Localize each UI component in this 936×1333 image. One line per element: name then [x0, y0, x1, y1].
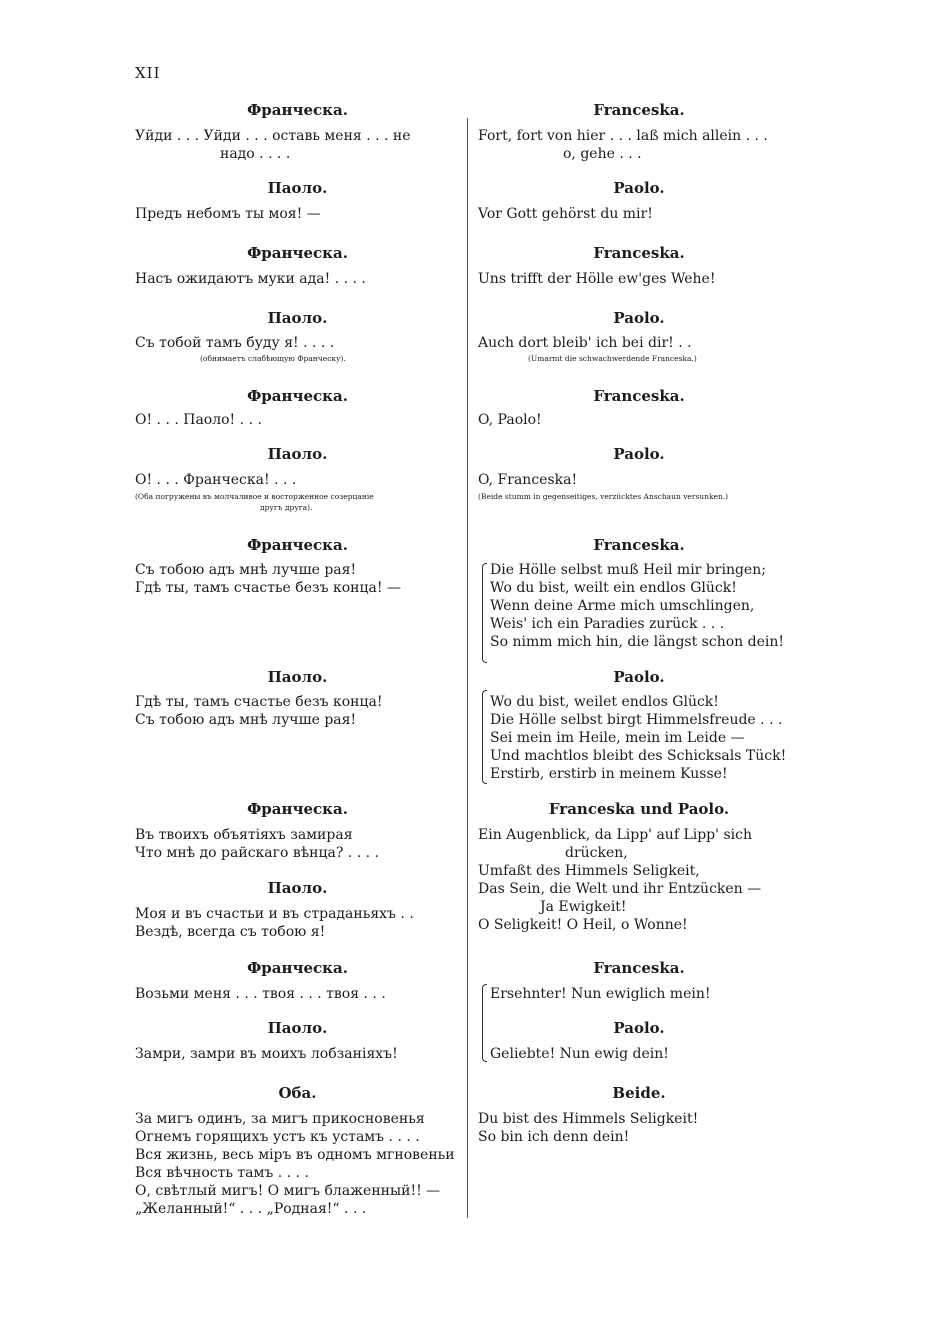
- de-line: Die Hölle selbst muß Heil mir bringen;: [490, 562, 766, 578]
- de-stage-direction: (Beide stumm in gegenseitiges, verzücktes Anschaun versunken.): [478, 492, 729, 501]
- ru-line: Возьми меня . . . твоя . . . твоя . . .: [135, 986, 386, 1002]
- de-line: Uns trifft der Hölle ew'ges Wehe!: [478, 271, 716, 287]
- de-line: Geliebte! Nun ewig dein!: [490, 1046, 669, 1062]
- ru-speaker-heading: Франческа.: [247, 387, 348, 405]
- de-speaker-heading: Paolo.: [613, 179, 665, 197]
- de-line: Wo du bist, weilt ein endlos Glück!: [490, 580, 737, 596]
- de-line: o, gehe . . .: [563, 146, 642, 162]
- de-line: Das Sein, die Welt und ihr Entzücken —: [478, 881, 762, 897]
- ru-line: Съ тобой тамъ буду я! . . . .: [135, 335, 335, 351]
- ru-speaker-heading: Паоло.: [267, 445, 328, 463]
- de-line: So bin ich denn dein!: [478, 1129, 630, 1145]
- ru-line: Съ тобою адъ мнѣ лучше рая!: [135, 712, 357, 728]
- de-speaker-heading: Paolo.: [613, 1019, 665, 1037]
- ru-line: Насъ ожидаютъ муки ада! . . . .: [135, 271, 366, 287]
- ru-line: Замри, замри въ моихъ лобзаніяхъ!: [135, 1046, 398, 1062]
- de-line: Umfaßt des Himmels Seligkeit,: [478, 863, 700, 879]
- ru-speaker-heading: Паоло.: [267, 668, 328, 686]
- ru-speaker-heading: Франческа.: [247, 244, 348, 262]
- ru-line: Уйди . . . Уйди . . . оставь меня . . . не: [135, 128, 411, 144]
- de-line: Ein Augenblick, da Lipp' auf Lipp' sich: [478, 827, 752, 843]
- de-line: So nimm mich hin, die längst schon dein!: [490, 634, 784, 650]
- ru-line: Вся жизнь, весь міръ въ одномъ мгновеньи: [135, 1147, 455, 1163]
- ru-line: За мигъ одинъ, за мигъ прикосновенья: [135, 1111, 425, 1127]
- ru-line: „Желанный!“ . . . „Родная!“ . . .: [135, 1201, 367, 1217]
- ru-line: Моя и въ счастьи и въ страданьяхъ . .: [135, 906, 414, 922]
- de-stage-direction: (Umarmt die schwachwerdende Franceska.): [528, 354, 697, 363]
- de-line: Wo du bist, weilet endlos Glück!: [490, 694, 719, 710]
- ru-speaker-heading: Франческа.: [247, 800, 348, 818]
- ru-line: О, свѣтлый мигъ! О мигъ блаженный!! —: [135, 1183, 441, 1199]
- de-speaker-heading: Franceska.: [593, 959, 685, 977]
- ru-speaker-heading: Паоло.: [267, 1019, 328, 1037]
- ru-speaker-heading: Оба.: [278, 1084, 317, 1102]
- de-line: Ersehnter! Nun ewiglich mein!: [490, 986, 711, 1002]
- ru-stage-direction: (Оба погружены въ молчаливое и восторженное созерцаніе: [135, 492, 374, 501]
- de-line: Vor Gott gehörst du mir!: [478, 206, 653, 222]
- ru-line: Съ тобою адъ мнѣ лучше рая!: [135, 562, 357, 578]
- de-line: O, Paolo!: [478, 412, 542, 428]
- ru-line: Гдѣ ты, тамъ счастье безъ конца!: [135, 694, 383, 710]
- ru-speaker-heading: Франческа.: [247, 959, 348, 977]
- ru-line: Огнемъ горящихъ устъ къ устамъ . . . .: [135, 1129, 420, 1145]
- de-line: Und machtlos bleibt des Schicksals Tück!: [490, 748, 787, 764]
- de-speaker-heading: Franceska.: [593, 536, 685, 554]
- de-speaker-heading: Beide.: [612, 1084, 666, 1102]
- de-line: Erstirb, erstirb in meinem Kusse!: [490, 766, 728, 782]
- column-divider: [467, 118, 468, 1218]
- ru-speaker-heading: Паоло.: [267, 309, 328, 327]
- de-line: Fort, fort von hier . . . laß mich allein . . .: [478, 128, 768, 144]
- ru-line: надо . . . .: [220, 146, 291, 162]
- de-line: O Seligkeit! O Heil, o Wonne!: [478, 917, 688, 933]
- ru-line: О! . . . Паоло! . . .: [135, 412, 262, 428]
- de-line: Weis' ich ein Paradies zurück . . .: [490, 616, 725, 632]
- ru-stage-direction: (обнимаетъ слабѣющую Франческу).: [200, 354, 346, 363]
- ru-line: Гдѣ ты, тамъ счастье безъ конца! —: [135, 580, 401, 596]
- de-line: Sei mein im Heile, mein im Leide —: [490, 730, 745, 746]
- page-number: XII: [135, 64, 161, 82]
- ru-line: Что мнѣ до райскаго вѣнца? . . . .: [135, 845, 379, 861]
- ru-speaker-heading: Франческа.: [247, 101, 348, 119]
- de-line: O, Franceska!: [478, 472, 578, 488]
- ru-speaker-heading: Паоло.: [267, 179, 328, 197]
- ru-speaker-heading: Паоло.: [267, 879, 328, 897]
- de-line: Wenn deine Arme mich umschlingen,: [490, 598, 755, 614]
- ru-line: Предъ небомъ ты моя! —: [135, 206, 321, 222]
- de-line: drücken,: [565, 845, 628, 861]
- ru-line: Въ твоихъ объятіяхъ замирая: [135, 827, 353, 843]
- ru-speaker-heading: Франческа.: [247, 536, 348, 554]
- de-speaker-heading: Paolo.: [613, 668, 665, 686]
- ru-line: Вездѣ, всегда съ тобою я!: [135, 924, 326, 940]
- de-line: Die Hölle selbst birgt Himmelsfreude . . .: [490, 712, 783, 728]
- de-speaker-heading: Franceska.: [593, 101, 685, 119]
- de-speaker-heading: Franceska.: [593, 244, 685, 262]
- de-line: Auch dort bleib' ich bei dir! . .: [478, 335, 692, 351]
- verse-bracket: [482, 690, 487, 784]
- de-line: Du bist des Himmels Seligkeit!: [478, 1111, 699, 1127]
- verse-bracket: [482, 563, 487, 663]
- ru-line: О! . . . Франческа! . . .: [135, 472, 297, 488]
- de-speaker-heading: Franceska und Paolo.: [548, 800, 730, 818]
- de-speaker-heading: Paolo.: [613, 445, 665, 463]
- ru-stage-direction: другъ друга).: [260, 503, 313, 512]
- de-speaker-heading: Franceska.: [593, 387, 685, 405]
- de-speaker-heading: Paolo.: [613, 309, 665, 327]
- ru-line: Вся вѣчность тамъ . . . .: [135, 1165, 309, 1181]
- de-line: Ja Ewigkeit!: [540, 899, 627, 915]
